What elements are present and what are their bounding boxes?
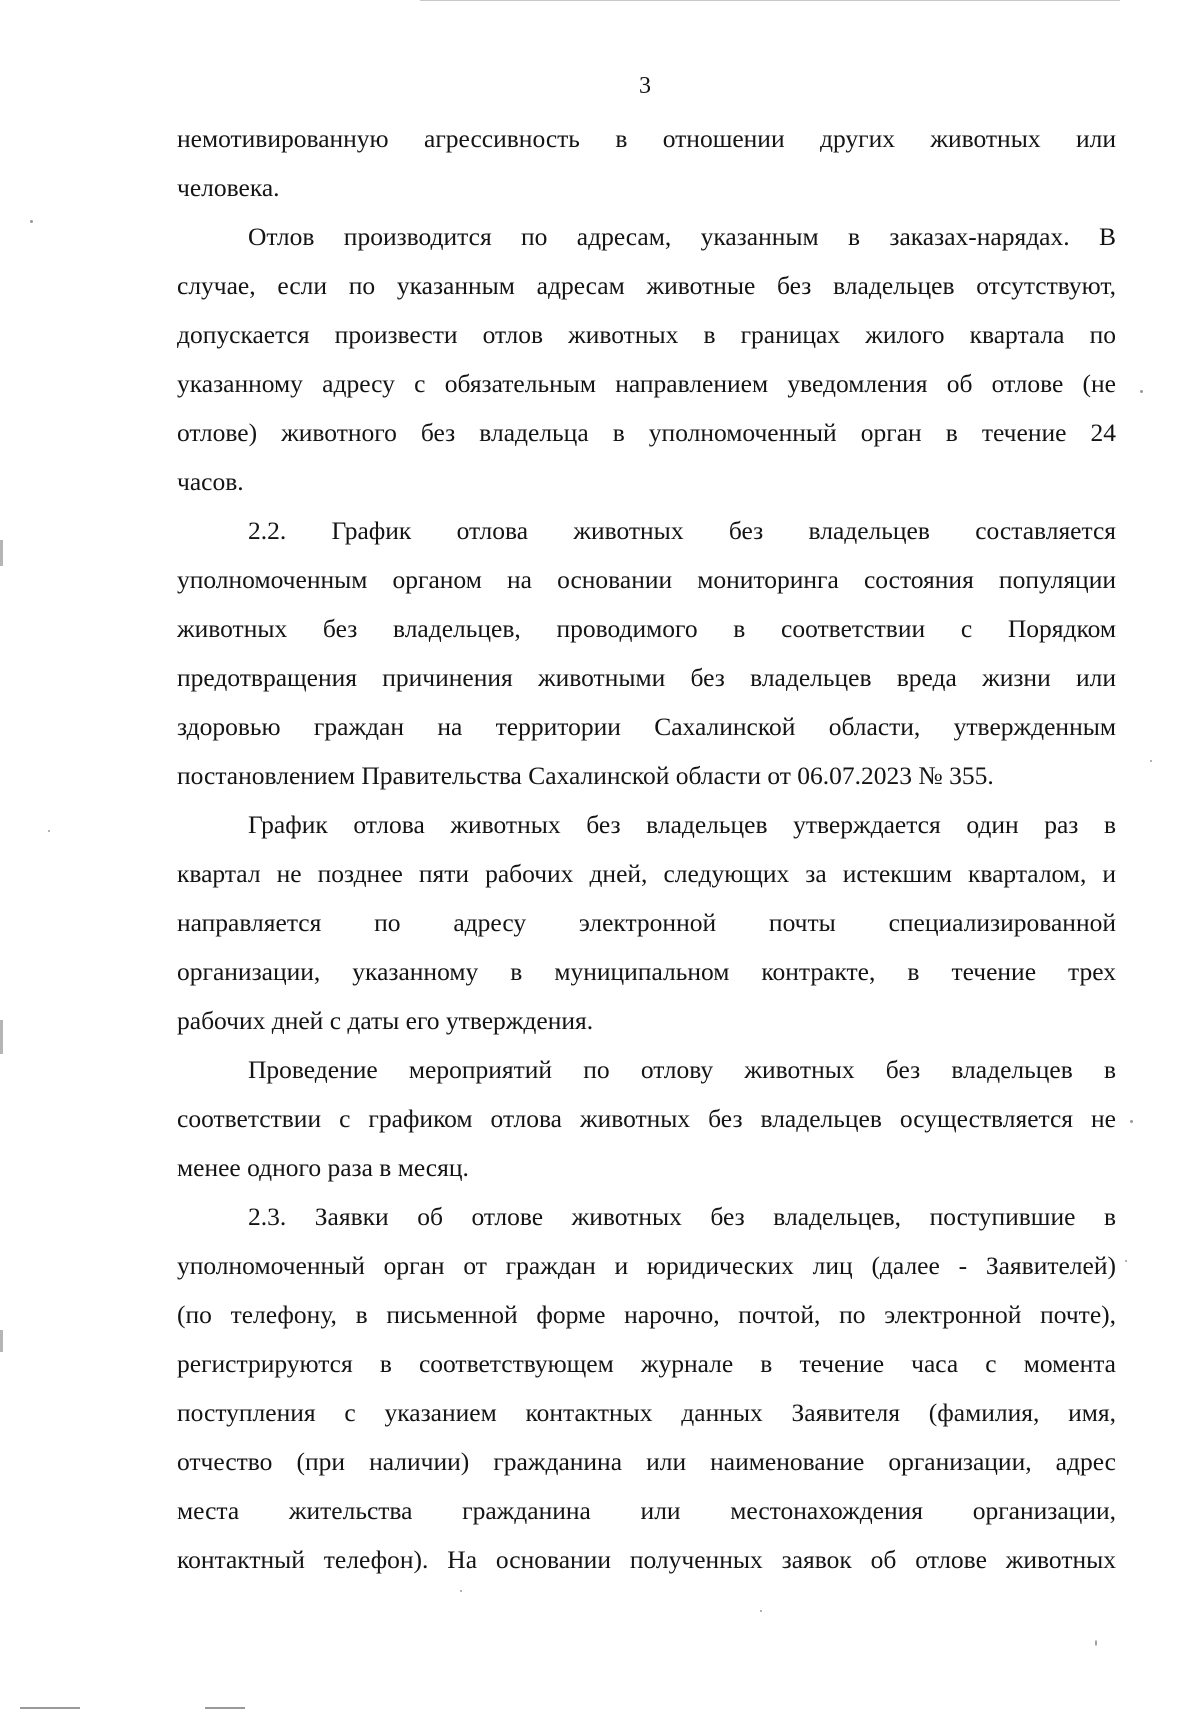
scan-speck bbox=[460, 1590, 462, 1592]
text-line: отчество (при наличии) гражданина или наименование организации, адрес bbox=[177, 1447, 1116, 1476]
text-line: 2.2. График отлова животных без владельцев составляется bbox=[248, 516, 1116, 545]
scan-speck bbox=[760, 1610, 762, 1612]
text-line: уполномоченным органом на основании мониторинга состояния популяции bbox=[177, 565, 1116, 594]
text-line: случае, если по указанным адресам животные без владельцев отсутствуют, bbox=[177, 271, 1116, 300]
paragraph-schedule-approval bbox=[177, 800, 1116, 1045]
text-line: квартал не позднее пяти рабочих дней, следующих за истекшим кварталом, и bbox=[177, 859, 1116, 888]
text-line: указанному адресу с обязательным направлением уведомления об отлове (не bbox=[177, 369, 1116, 398]
text-line: постановлением Правительства Сахалинской области от 06.07.2023 № 355. bbox=[177, 761, 994, 790]
text-line: соответствии с графиком отлова животных без владельцев осуществляется не bbox=[177, 1104, 1116, 1133]
text-line: 2.3. Заявки об отлове животных без владельцев, поступившие в bbox=[248, 1202, 1116, 1231]
text-line: (по телефону, в письменной форме нарочно, почтой, по электронной почте), bbox=[177, 1300, 1116, 1329]
paragraph-capture-addresses bbox=[177, 212, 1116, 506]
text-line: График отлова животных без владельцев утверждается один раз в bbox=[248, 810, 1116, 839]
text-line: места жительства гражданина или местонахождения организации, bbox=[177, 1496, 1116, 1525]
scan-edge-artifact bbox=[0, 1330, 3, 1352]
text-line: часов. bbox=[177, 467, 244, 496]
text-line: животных без владельцев, проводимого в соответствии с Порядком bbox=[177, 614, 1116, 643]
scan-edge-artifact bbox=[0, 1020, 3, 1054]
text-line: уполномоченный орган от граждан и юридических лиц (далее - Заявителей) bbox=[177, 1251, 1116, 1280]
paragraph-2-2-schedule bbox=[177, 506, 1116, 800]
scan-speck bbox=[1125, 1260, 1127, 1262]
scan-speck bbox=[1095, 1640, 1097, 1646]
text-line: немотивированную агрессивность в отношении других животных или bbox=[177, 124, 1116, 153]
scan-edge-artifact bbox=[0, 540, 3, 566]
text-line: организации, указанному в муниципальном контракте, в течение трех bbox=[177, 957, 1116, 986]
text-line: предотвращения причинения животными без владельцев вреда жизни или bbox=[177, 663, 1116, 692]
scan-bottom-artifact bbox=[205, 1707, 245, 1709]
text-line: направляется по адресу электронной почты специализированной bbox=[177, 908, 1116, 937]
paragraph-2-3-requests bbox=[177, 1192, 1116, 1584]
text-line: отлове) животного без владельца в уполномоченный орган в течение 24 bbox=[177, 418, 1116, 447]
scan-top-edge bbox=[420, 0, 1120, 1]
scan-speck bbox=[1150, 760, 1152, 762]
scan-speck bbox=[48, 830, 50, 832]
document-body bbox=[177, 114, 1116, 1584]
text-line: человека. bbox=[177, 173, 280, 202]
text-line: Отлов производится по адресам, указанным в заказах-нарядах. В bbox=[248, 222, 1116, 251]
text-line: регистрируются в соответствующем журнале в течение часа с момента bbox=[177, 1349, 1116, 1378]
text-line: Проведение мероприятий по отлову животных без владельцев в bbox=[248, 1055, 1116, 1084]
text-line: здоровью граждан на территории Сахалинской области, утвержденным bbox=[177, 712, 1116, 741]
text-line: поступления с указанием контактных данных Заявителя (фамилия, имя, bbox=[177, 1398, 1116, 1427]
scan-speck bbox=[1130, 1120, 1133, 1123]
paragraph-frequency bbox=[177, 1045, 1116, 1192]
text-line: рабочих дней с даты его утверждения. bbox=[177, 1006, 594, 1035]
text-line: допускается произвести отлов животных в границах жилого квартала по bbox=[177, 320, 1116, 349]
page-number: 3 bbox=[639, 73, 651, 99]
text-line: контактный телефон). На основании полученных заявок об отлове животных bbox=[177, 1545, 1116, 1574]
text-line: менее одного раза в месяц. bbox=[177, 1153, 469, 1182]
paragraph-continuation bbox=[177, 114, 1116, 212]
scan-bottom-artifact bbox=[20, 1707, 80, 1709]
scan-speck bbox=[30, 220, 33, 223]
scan-speck bbox=[1140, 390, 1143, 393]
